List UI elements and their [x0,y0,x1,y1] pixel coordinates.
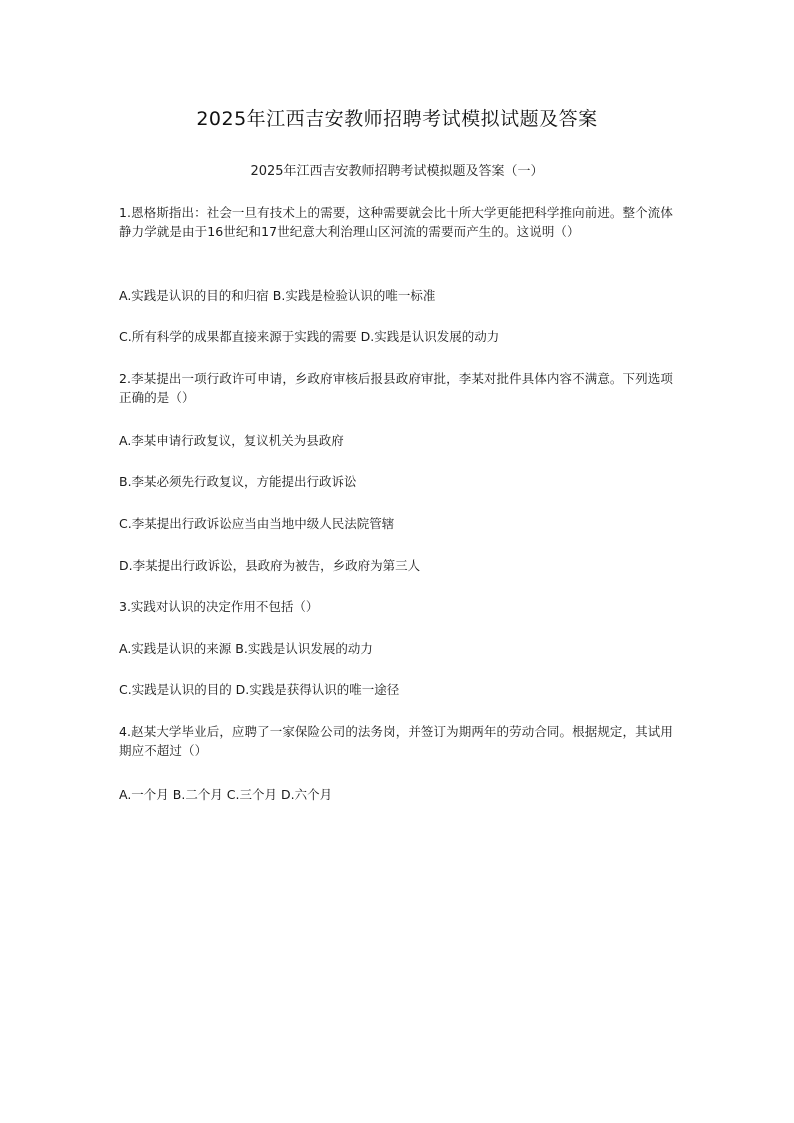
question-2-option-c: C.李某提出行政诉讼应当由当地中级人民法院管辖 [119,516,395,531]
question-3-stem: 3.实践对认识的决定作用不包括（） [119,599,319,614]
question-1-options-ab: A.实践是认识的目的和归宿 B.实践是检验认识的唯一标准 [119,288,436,303]
question-2-stem: 2.李某提出一项行政许可申请，乡政府审核后报县政府审批，李某对批件具体内容不满意。下列选项正确的是（） [119,371,673,405]
document-title: 2025年江西吉安教师招聘考试模拟试题及答案 [196,108,598,130]
question-4-stem: 4.赵某大学毕业后，应聘了一家保险公司的法务岗，并签订为期两年的劳动合同。根据规定，其试用期应不超过（） [119,724,673,758]
question-1-options-cd: C.所有科学的成果都直接来源于实践的需要 D.实践是认识发展的动力 [119,329,500,344]
question-3-options-cd: C.实践是认识的目的 D.实践是获得认识的唯一途径 [119,682,400,697]
question-2-option-a: A.李某申请行政复议，复议机关为县政府 [119,433,344,448]
question-4-options: A.一个月 B.二个月 C.三个月 D.六个月 [119,787,333,802]
document-subtitle: 2025年江西吉安教师招聘考试模拟题及答案（一） [250,164,544,179]
question-2-option-b: B.李某必须先行政复议，方能提出行政诉讼 [119,474,357,489]
question-3-options-ab: A.实践是认识的来源 B.实践是认识发展的动力 [119,641,373,656]
question-2-option-d: D.李某提出行政诉讼，县政府为被告，乡政府为第三人 [119,558,421,573]
question-1-stem: 1.恩格斯指出：社会一旦有技术上的需要，这种需要就会比十所大学更能把科学推向前进。整个流体静力学就是由于16世纪和17世纪意大利治理山区河流的需要而产生的。这说明（） [119,205,673,239]
